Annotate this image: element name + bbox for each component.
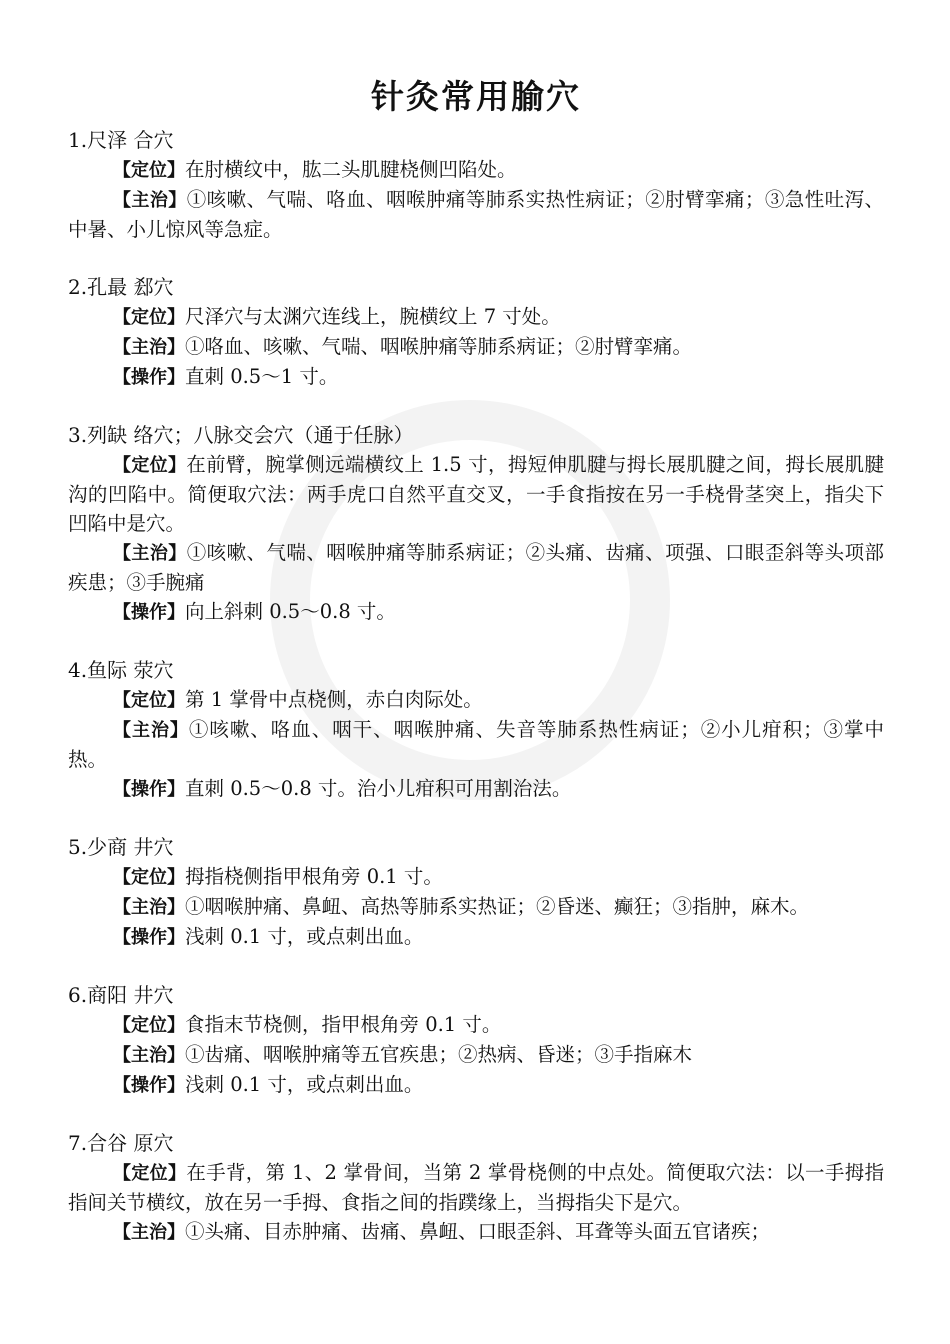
detail-tag: 【主治】: [113, 1222, 185, 1243]
detail-tag: 【主治】: [113, 720, 189, 741]
acupoint-entry: [68, 656, 884, 804]
acupoint-detail: [68, 1070, 884, 1100]
acupoint-heading: 1.尺泽 合穴: [68, 128, 174, 152]
acupoint-list: [68, 126, 884, 1247]
acupoint-detail: [68, 685, 884, 715]
acupoint-detail: [68, 862, 884, 892]
detail-text: ①咳嗽、气喘、咯血、咽喉肿痛等肺系实热性病证；②肘臂挛痛；③急性吐泻、中暑、小儿惊风等急症。: [68, 188, 884, 241]
detail-text: 尺泽穴与太渊穴连线上，腕横纹上 7 寸处。: [185, 305, 561, 328]
detail-tag: 【定位】: [113, 307, 185, 328]
acupoint-detail: [68, 450, 884, 538]
detail-tag: 【定位】: [113, 1163, 187, 1184]
acupoint-detail: [68, 155, 884, 185]
acupoint-detail: [68, 1217, 884, 1247]
acupoint-detail: [68, 362, 884, 392]
acupoint-heading: 6.商阳 井穴: [68, 983, 174, 1007]
acupoint-entry: [68, 981, 884, 1100]
acupoint-detail: [68, 597, 884, 627]
detail-tag: 【定位】: [113, 867, 185, 888]
detail-text: 第 1 掌骨中点桡侧，赤白肉际处。: [185, 688, 483, 711]
acupoint-detail: [68, 1010, 884, 1040]
acupoint-detail: [68, 1158, 884, 1217]
detail-text: 浅刺 0.1 寸，或点刺出血。: [185, 1073, 424, 1096]
detail-tag: 【操作】: [113, 779, 185, 800]
detail-tag: 【操作】: [113, 1075, 185, 1096]
acupoint-detail: [68, 922, 884, 952]
detail-tag: 【定位】: [113, 1015, 185, 1036]
detail-text: 直刺 0.5～1 寸。: [185, 365, 339, 388]
acupoint-heading: 2.孔最 郄穴: [68, 275, 174, 299]
acupoint-heading: 4.鱼际 荥穴: [68, 658, 174, 682]
detail-text: ①咳嗽、气喘、咽喉肿痛等肺系病证；②头痛、齿痛、项强、口眼歪斜等头项部疾患；③手腕痛: [68, 541, 884, 594]
acupoint-detail: [68, 1040, 884, 1070]
detail-text: 在肘横纹中，肱二头肌腱桡侧凹陷处。: [185, 158, 517, 181]
detail-text: 直刺 0.5～0.8 寸。治小儿疳积可用割治法。: [185, 777, 572, 800]
acupoint-heading: 3.列缺 络穴；八脉交会穴（通于任脉）: [68, 423, 414, 447]
page-title: 针灸常用腧穴: [371, 77, 581, 116]
detail-tag: 【定位】: [113, 455, 187, 476]
detail-text: 在前臂，腕掌侧远端横纹上 1.5 寸，拇短伸肌腱与拇长展肌腱之间，拇长展肌腱沟的凹陷中。简便取穴法：两手虎口自然平直交叉，一手食指按在另一手桡骨茎突上，指尖下凹陷中是穴。: [68, 453, 884, 535]
detail-text: 食指末节桡侧，指甲根角旁 0.1 寸。: [185, 1013, 502, 1036]
acupoint-entry: [68, 1129, 884, 1247]
detail-tag: 【操作】: [113, 602, 185, 623]
detail-text: ①头痛、目赤肿痛、齿痛、鼻衄、口眼歪斜、耳聋等头面五官诸疾；: [185, 1220, 771, 1243]
detail-text: 向上斜刺 0.5～0.8 寸。: [185, 600, 396, 623]
detail-text: ①咳嗽、咯血、咽干、咽喉肿痛、失音等肺系热性病证；②小儿疳积；③掌中热。: [68, 718, 884, 771]
acupoint-detail: [68, 302, 884, 332]
acupoint-detail: [68, 774, 884, 804]
detail-text: ①齿痛、咽喉肿痛等五官疾患；②热病、昏迷；③手指麻木: [185, 1043, 693, 1066]
detail-tag: 【主治】: [113, 1045, 185, 1066]
detail-text: 拇指桡侧指甲根角旁 0.1 寸。: [185, 865, 443, 888]
detail-tag: 【定位】: [113, 690, 185, 711]
acupoint-detail: [68, 538, 884, 597]
acupoint-entry: [68, 273, 884, 392]
acupoint-entry: [68, 421, 884, 627]
document-page: [68, 72, 884, 1276]
detail-tag: 【操作】: [113, 927, 185, 948]
acupoint-entry: [68, 126, 884, 244]
detail-tag: 【定位】: [113, 160, 185, 181]
acupoint-detail: [68, 715, 884, 774]
detail-tag: 【主治】: [113, 190, 187, 211]
detail-text: 浅刺 0.1 寸，或点刺出血。: [185, 925, 424, 948]
detail-text: 在手背，第 1、2 掌骨间，当第 2 掌骨桡侧的中点处。简便取穴法：以一手拇指指间关节横纹，放在另一手拇、食指之间的指蹼缘上，当拇指尖下是穴。: [68, 1161, 885, 1214]
detail-tag: 【主治】: [113, 337, 185, 358]
acupoint-detail: [68, 332, 884, 362]
acupoint-detail: [68, 185, 884, 244]
acupoint-entry: [68, 833, 884, 952]
detail-tag: 【主治】: [113, 543, 187, 564]
acupoint-detail: [68, 892, 884, 922]
detail-tag: 【操作】: [113, 367, 185, 388]
acupoint-heading: 7.合谷 原穴: [68, 1131, 174, 1155]
detail-tag: 【主治】: [113, 897, 185, 918]
detail-text: ①咯血、咳嗽、气喘、咽喉肿痛等肺系病证；②肘臂挛痛。: [185, 335, 693, 358]
detail-text: ①咽喉肿痛、鼻衄、高热等肺系实热证；②昏迷、癫狂；③指肿，麻木。: [185, 895, 810, 918]
acupoint-heading: 5.少商 井穴: [68, 835, 174, 859]
